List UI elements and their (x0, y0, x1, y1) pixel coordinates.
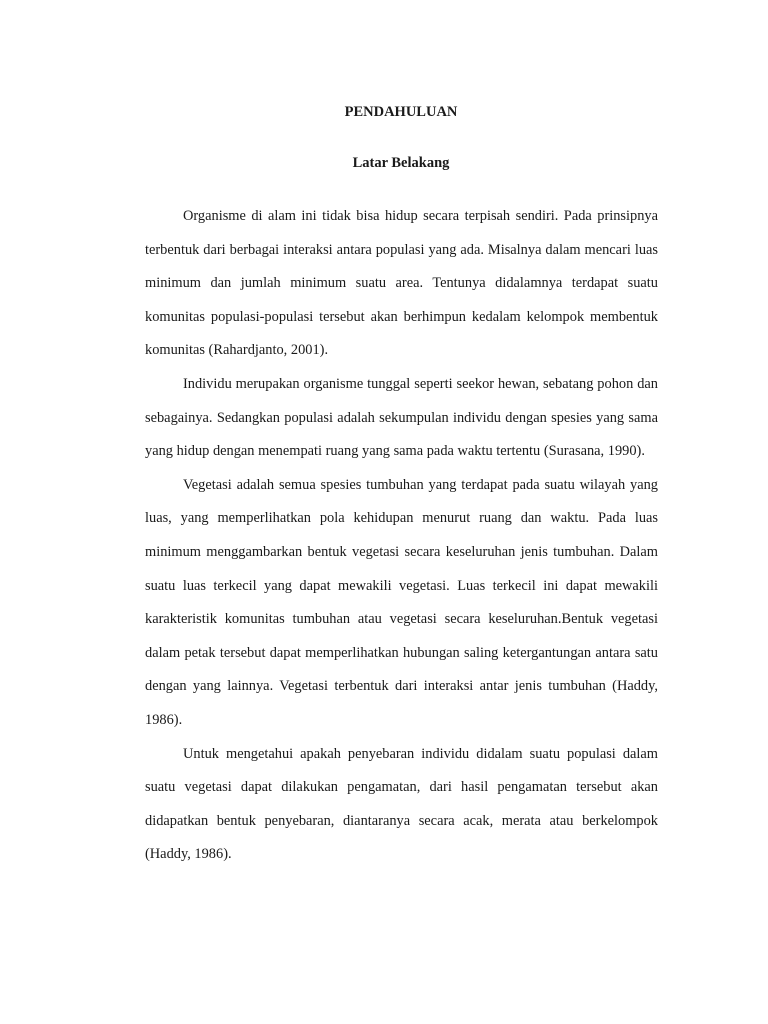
paragraph: Untuk mengetahui apakah penyebaran individu didalam suatu populasi dalam suatu vegetasi dapat dilakukan pengamatan, dari hasil pengamatan tersebut akan didapatkan bentuk penyebaran, diantaranya secara acak, merata atau berkelompok (Haddy, 1986). (145, 745, 658, 863)
paragraph: Individu merupakan organisme tunggal seperti seekor hewan, sebatang pohon dan sebagainya. Sedangkan populasi adalah sekumpulan individu dengan spesies yang sama yang hidup dengan menempati ruang yang sama pada waktu tertentu (Surasana, 1990). (145, 375, 658, 460)
paragraph: Vegetasi adalah semua spesies tumbuhan yang terdapat pada suatu wilayah yang luas, yang memperlihatkan pola kehidupan menurut ruang dan waktu. Pada luas minimum menggambarkan bentuk vegetasi secara keseluruhan jenis tumbuhan. Dalam suatu luas terkecil yang dapat mewakili vegetasi. Luas terkecil ini dapat mewakili karakteristik komunitas tumbuhan atau vegetasi secara keseluruhan.Bentuk vegetasi dalam petak tersebut dapat memperlihatkan hubungan saling ketergantungan antara satu dengan yang lainnya. Vegetasi terbentuk dari interaksi antar jenis tumbuhan (Haddy, 1986). (145, 476, 658, 728)
page-title: PENDAHULUAN (344, 104, 458, 120)
paragraph: Organisme di alam ini tidak bisa hidup secara terpisah sendiri. Pada prinsipnya terbentuk dari berbagai interaksi antara populasi yang ada. Misalnya dalam mencari luas minimum dan jumlah minimum suatu area. Tentunya didalamnya terdapat suatu komunitas populasi-populasi tersebut akan berhimpun kedalam kelompok membentuk komunitas (Rahardjanto, 2001). (145, 208, 658, 359)
section-subtitle: Latar Belakang (352, 155, 450, 171)
body-text (145, 200, 658, 872)
